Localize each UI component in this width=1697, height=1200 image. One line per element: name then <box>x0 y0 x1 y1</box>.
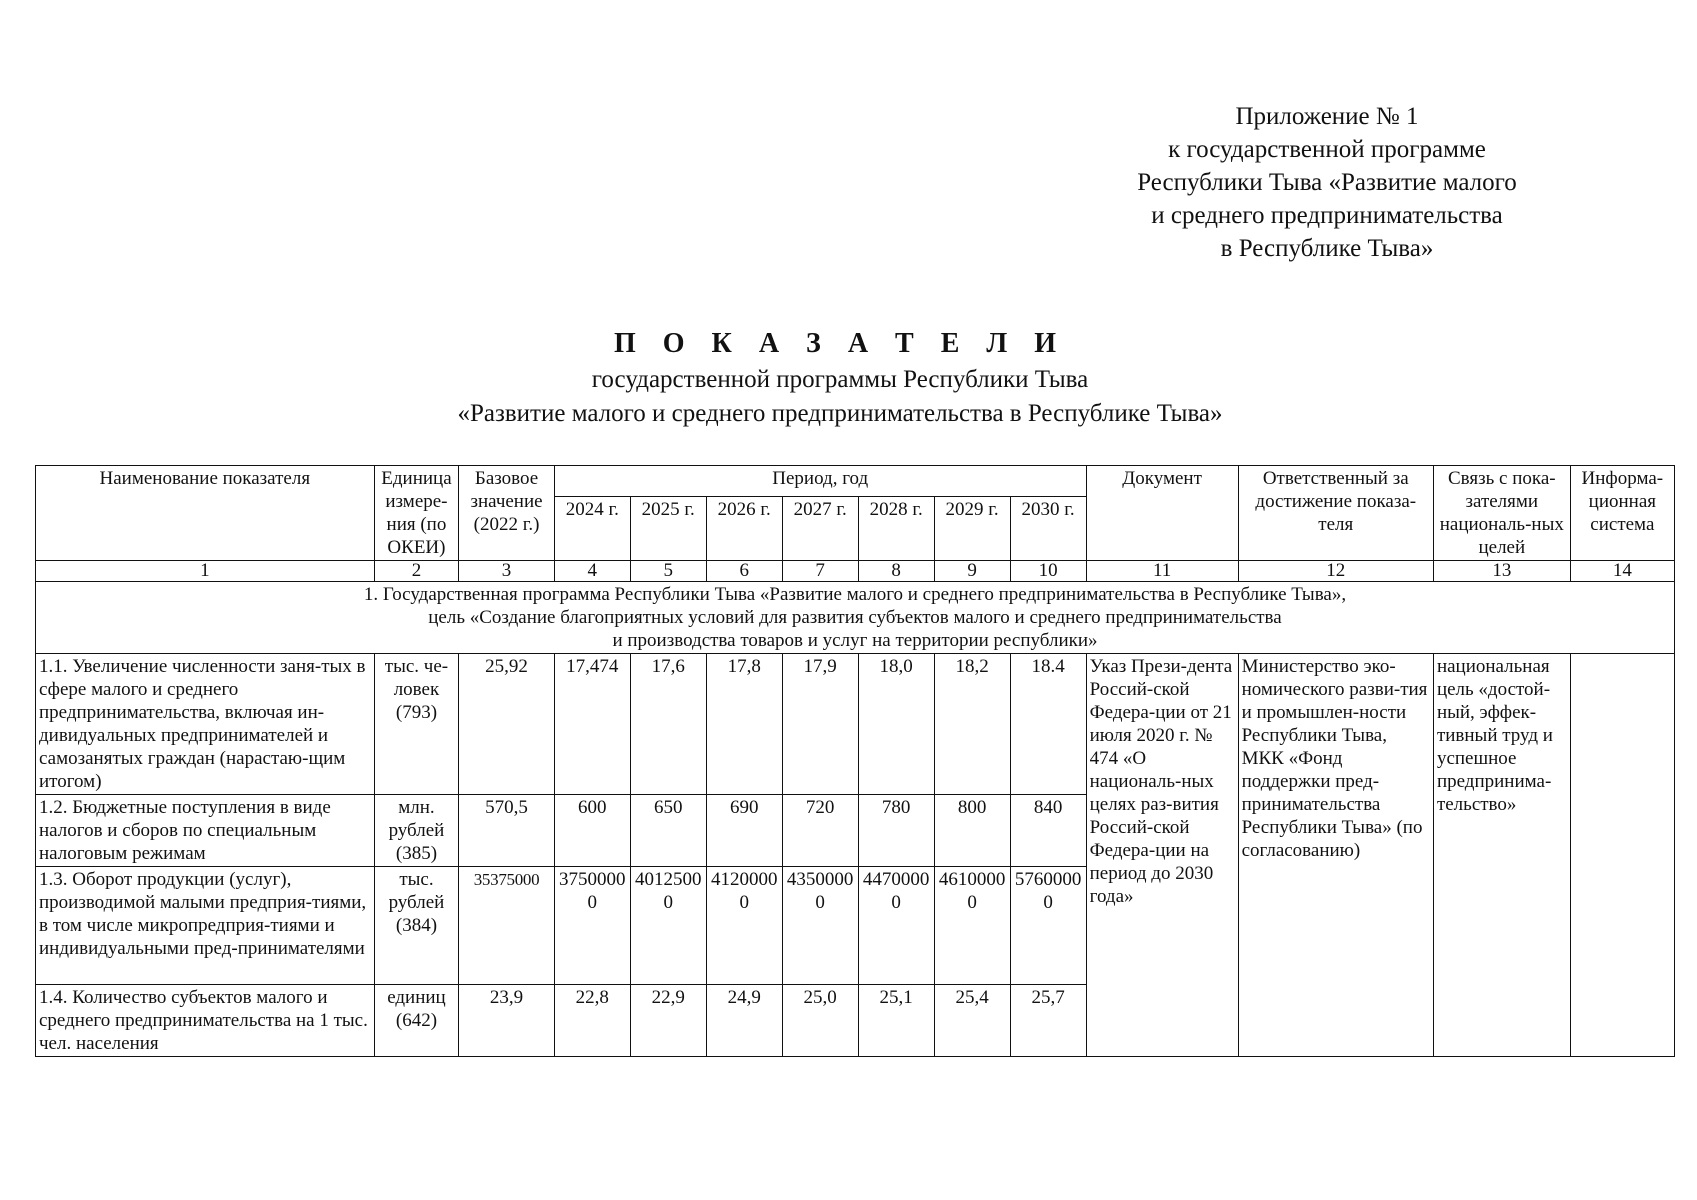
column-numbers-row <box>36 561 1675 582</box>
document-subtitle: государственной программы Республики Тыва <box>591 366 1089 393</box>
year-value: 24,9 <box>706 985 782 1057</box>
year-value: 40125000 <box>630 867 706 985</box>
table-row <box>36 654 1675 795</box>
appendix-line: Республики Тыва «Развитие малого <box>1137 169 1517 196</box>
header-info-system: Информа-ционная система <box>1570 466 1674 561</box>
year-value: 18,0 <box>858 654 934 795</box>
year-value: 57600000 <box>1010 867 1086 985</box>
column-number: 14 <box>1570 561 1674 582</box>
header-year: 2029 г. <box>934 497 1010 561</box>
indicator-name: 1.1. Увеличение численности заня-тых в сфере малого и среднего предпринимательства, включая ин-дивидуальных предпринимателей и самозанятых граждан (нарастаю-щим итогом) <box>36 654 375 795</box>
year-value: 44700000 <box>858 867 934 985</box>
base-value: 23,9 <box>459 985 555 1057</box>
year-value: 690 <box>706 795 782 867</box>
header-year: 2024 г. <box>554 497 630 561</box>
document-heading <box>380 325 1300 431</box>
column-number: 4 <box>554 561 630 582</box>
responsible-cell: Министерство эко-номического разви-тия и промышлен-ности Республики Тыва, МКК «Фонд поддержки пред-принимательства Республики Тыва» (по согласованию) <box>1238 654 1433 1057</box>
header-year: 2028 г. <box>858 497 934 561</box>
year-value: 25,0 <box>782 985 858 1057</box>
year-value: 18.4 <box>1010 654 1086 795</box>
national-goal-cell: национальная цель «достой-ный, эффек-тивный труд и успешное предпринима-тельство» <box>1433 654 1570 1057</box>
year-value: 43500000 <box>782 867 858 985</box>
section-title <box>36 582 1675 654</box>
header-year: 2030 г. <box>1010 497 1086 561</box>
year-value: 22,8 <box>554 985 630 1057</box>
year-value: 37500000 <box>554 867 630 985</box>
indicator-unit: тыс. че-ловек (793) <box>374 654 459 795</box>
column-number: 8 <box>858 561 934 582</box>
column-number: 13 <box>1433 561 1570 582</box>
indicator-unit: тыс. рублей (384) <box>374 867 459 985</box>
section-title-line: и производства товаров и услуг на территории республики» <box>612 630 1098 651</box>
column-number: 1 <box>36 561 375 582</box>
column-number: 12 <box>1238 561 1433 582</box>
year-value: 650 <box>630 795 706 867</box>
year-value: 25,4 <box>934 985 1010 1057</box>
header-document: Документ <box>1086 466 1238 561</box>
header-national-goals: Связь с пока-зателями националь-ных целей <box>1433 466 1570 561</box>
appendix-line: в Республике Тыва» <box>1220 235 1434 262</box>
column-number: 5 <box>630 561 706 582</box>
header-year: 2027 г. <box>782 497 858 561</box>
section-title-line: 1. Государственная программа Республики Тыва «Развитие малого и среднего предпринимательства в Республике Тыва», <box>363 584 1347 605</box>
base-value: 35375000 <box>459 867 555 985</box>
base-value: 25,92 <box>459 654 555 795</box>
header-unit: Единица измере-ния (по ОКЕИ) <box>374 466 459 561</box>
base-value: 570,5 <box>459 795 555 867</box>
section-row <box>36 582 1675 654</box>
year-value: 720 <box>782 795 858 867</box>
year-value: 800 <box>934 795 1010 867</box>
info-system-cell <box>1570 654 1674 1057</box>
year-value: 780 <box>858 795 934 867</box>
year-value: 18,2 <box>934 654 1010 795</box>
indicator-name: 1.3. Оборот продукции (услуг), производимой малыми предприя-тиями, в том числе микропредприя-тиями и индивидуальными пред-принимателями <box>36 867 375 985</box>
indicator-name: 1.4. Количество субъектов малого и среднего предпринимательства на 1 тыс. чел. населения <box>36 985 375 1057</box>
document-title: П О К А З А Т Е Л И <box>613 328 1067 359</box>
indicators-table <box>35 465 1675 1057</box>
column-number: 3 <box>459 561 555 582</box>
year-value: 17,9 <box>782 654 858 795</box>
header-row <box>36 466 1675 497</box>
header-year: 2026 г. <box>706 497 782 561</box>
header-name: Наименование показателя <box>36 466 375 561</box>
year-value: 17,8 <box>706 654 782 795</box>
year-value: 840 <box>1010 795 1086 867</box>
column-number: 2 <box>374 561 459 582</box>
document-cell: Указ Прези-дента Россий-ской Федера-ции от 21 июля 2020 г. № 474 «О националь-ных целях раз-вития Россий-ской Федера-ции на период до 2030 года» <box>1086 654 1238 1057</box>
indicator-name: 1.2. Бюджетные поступления в виде налогов и сборов по специальным налоговым режимам <box>36 795 375 867</box>
indicator-unit: единиц (642) <box>374 985 459 1057</box>
column-number: 10 <box>1010 561 1086 582</box>
year-value: 17,6 <box>630 654 706 795</box>
header-period: Период, год <box>554 466 1086 497</box>
year-value: 46100000 <box>934 867 1010 985</box>
year-value: 600 <box>554 795 630 867</box>
column-number: 7 <box>782 561 858 582</box>
year-value: 25,1 <box>858 985 934 1057</box>
header-base: Базовое значение (2022 г.) <box>459 466 555 561</box>
column-number: 11 <box>1086 561 1238 582</box>
appendix-line: Приложение № 1 <box>1235 103 1419 130</box>
appendix-block <box>1097 100 1557 265</box>
year-value: 22,9 <box>630 985 706 1057</box>
header-year: 2025 г. <box>630 497 706 561</box>
appendix-line: к государственной программе <box>1168 136 1486 163</box>
year-value: 41200000 <box>706 867 782 985</box>
column-number: 6 <box>706 561 782 582</box>
indicator-unit: млн. рублей (385) <box>374 795 459 867</box>
section-title-line: цель «Создание благоприятных условий для развития субъектов малого и среднего предпринимательства <box>428 607 1282 628</box>
appendix-line: и среднего предпринимательства <box>1151 202 1503 229</box>
program-name: «Развитие малого и среднего предпринимательства в Республике Тыва» <box>457 400 1223 427</box>
year-value: 25,7 <box>1010 985 1086 1057</box>
year-value: 17,474 <box>554 654 630 795</box>
header-responsible: Ответственный за достижение показа-теля <box>1238 466 1433 561</box>
column-number: 9 <box>934 561 1010 582</box>
